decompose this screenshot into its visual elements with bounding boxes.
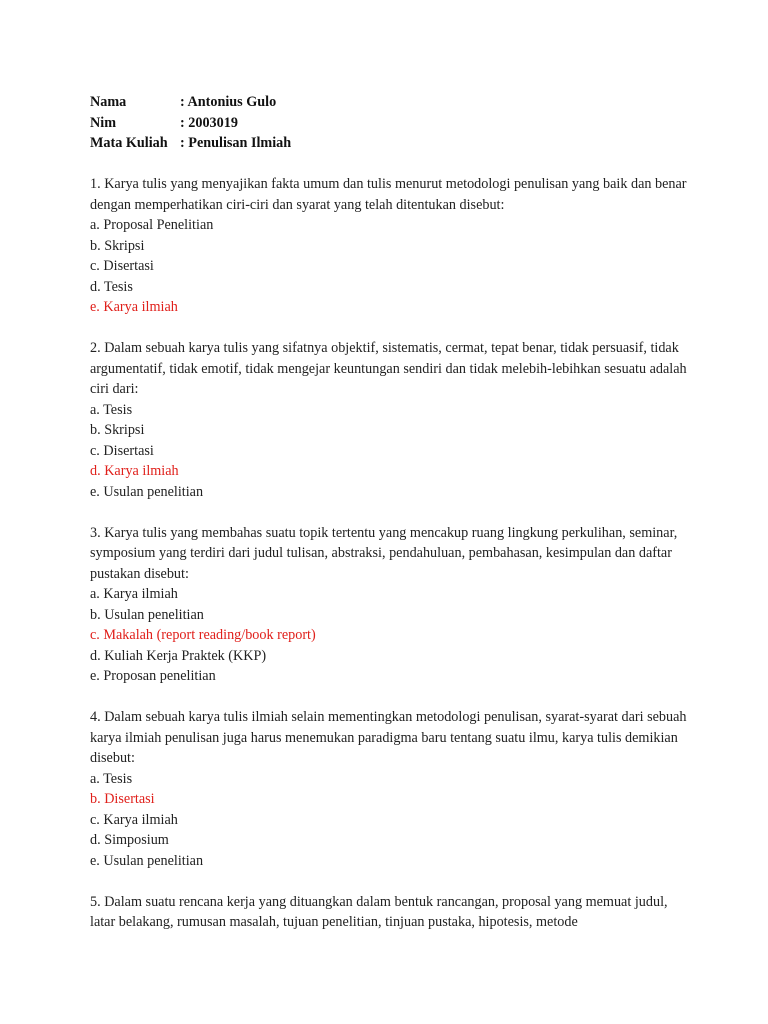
answer-option: a. Tesis — [90, 401, 133, 418]
question-text: 5. Dalam suatu rencana kerja yang dituangkan dalam bentuk rancangan, proposal yang memuat judul, latar belakang, rumusan masalah, tujuan penelitian, tinjuan pustaka, hipotesis, metode — [90, 893, 668, 930]
header-label: Nim — [90, 114, 117, 131]
header-row-nim — [90, 113, 690, 134]
answer-option: e. Proposan penelitian — [90, 668, 216, 684]
spacer — [90, 871, 690, 892]
answer-option: e. Usulan penelitian — [90, 483, 204, 500]
question-block-4 — [90, 707, 690, 871]
answer-option: d. Kuliah Kerja Praktek (KKP) — [90, 647, 267, 664]
answer-option: a. Proposal Penelitian — [90, 217, 214, 233]
header-value: : Antonius Gulo — [180, 94, 277, 110]
question-text: 3. Karya tulis yang membahas suatu topik tertentu yang mencakup ruang lingkung perkulihan, seminar, symposium yang terdiri dari judul tulisan, abstraksi, pendahuluan, pembahasan, kesimpulan dan daftar pustakan disebut: — [90, 524, 678, 582]
answer-option: b. Usulan penelitian — [90, 606, 204, 623]
header-row-nama — [90, 92, 690, 113]
header-value: : 2003019 — [180, 114, 238, 131]
question-block-3 — [90, 523, 690, 687]
spacer — [90, 154, 690, 175]
question-text: 1. Karya tulis yang menyajikan fakta umum dan tulis menurut metodologi penulisan yang baik dan benar dengan memperhatikan ciri-ciri dan syarat yang telah ditentukan disebut: — [90, 176, 687, 213]
document-content — [90, 92, 690, 933]
question-text: 2. Dalam sebuah karya tulis yang sifatnya objektif, sistematis, cermat, tepat benar, tidak persuasif, tidak argumentatif, tidak emotif, tidak mengejar keuntungan sendiri dan tidak melebih-lebihkan sesuatu adalah ciri dari: — [90, 340, 687, 397]
answer-option: d. Simposium — [90, 832, 169, 848]
spacer — [90, 318, 690, 339]
answer-option: e. Usulan penelitian — [90, 852, 204, 869]
answer-option: c. Disertasi — [90, 258, 154, 274]
header-label: Mata Kuliah — [90, 135, 168, 151]
question-text: 4. Dalam sebuah karya tulis ilmiah selain mementingkan metodologi penulisan, syarat-syarat dari sebuah karya ilmiah penulisan juga harus menemukan paradigma baru tentang suatu ilmu, karya tulis demikian disebut: — [90, 709, 687, 766]
question-block-5 — [90, 892, 690, 933]
question-block-2 — [90, 338, 690, 502]
student-info-header — [90, 92, 690, 154]
answer-option: b. Skripsi — [90, 237, 145, 254]
header-label: Nama — [90, 94, 127, 110]
correct-answer-option: e. Karya ilmiah — [90, 299, 178, 315]
question-block-1 — [90, 174, 690, 318]
header-value: : Penulisan Ilmiah — [180, 135, 292, 151]
header-row-mata-kuliah — [90, 133, 690, 154]
answer-option: c. Disertasi — [90, 442, 154, 459]
answer-option: a. Karya ilmiah — [90, 586, 178, 602]
correct-answer-option: d. Karya ilmiah — [90, 463, 179, 479]
answer-option: d. Tesis — [90, 278, 133, 295]
answer-option: b. Skripsi — [90, 422, 145, 438]
answer-option: c. Karya ilmiah — [90, 811, 178, 828]
correct-answer-option: c. Makalah (report reading/book report) — [90, 627, 316, 643]
correct-answer-option: b. Disertasi — [90, 791, 155, 807]
answer-option: a. Tesis — [90, 770, 133, 787]
spacer — [90, 687, 690, 708]
spacer — [90, 502, 690, 523]
